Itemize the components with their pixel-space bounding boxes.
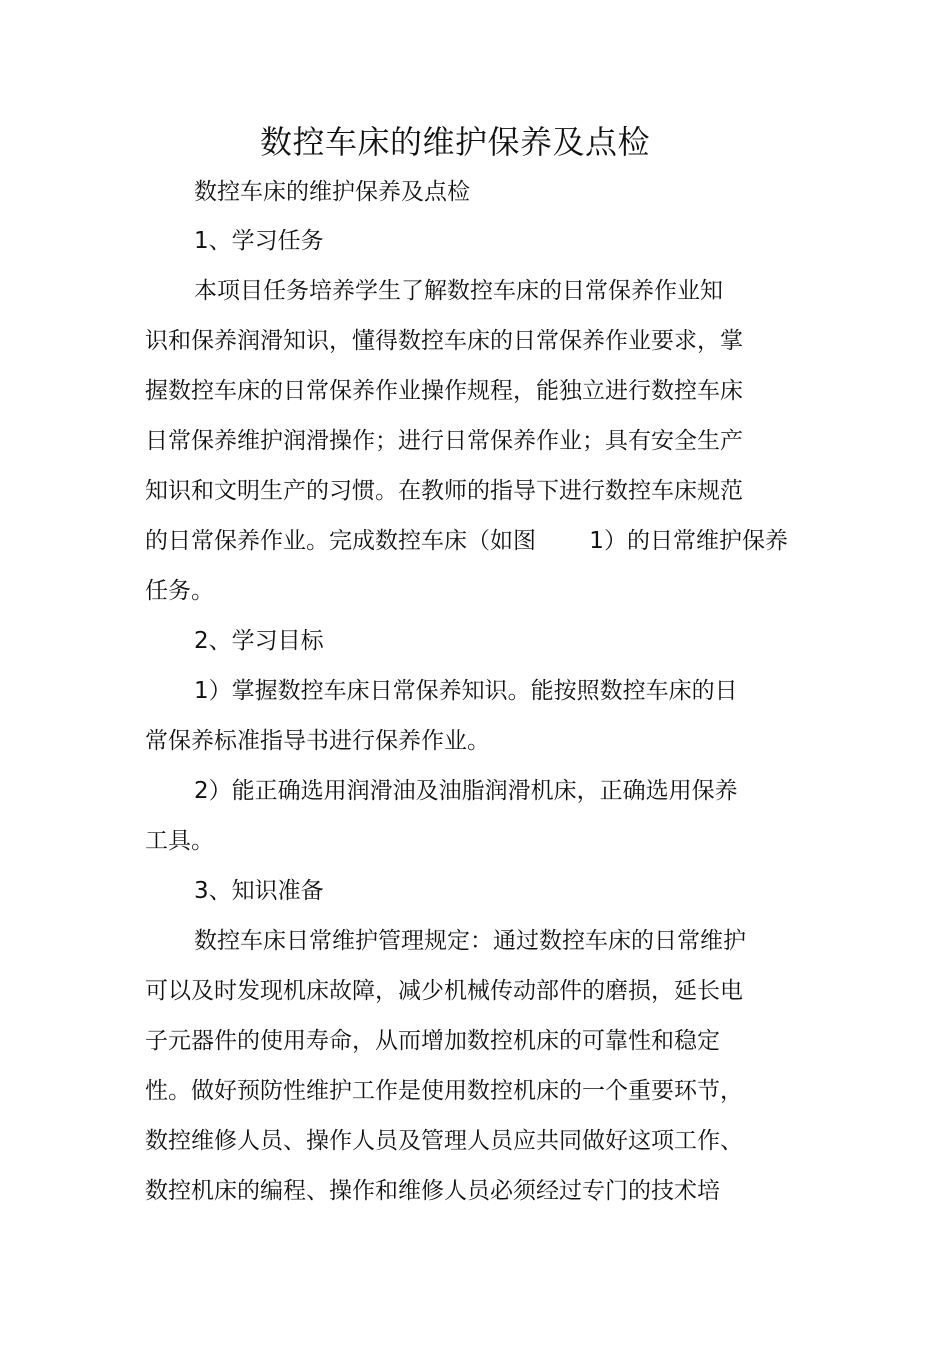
paragraph-line: 可以及时发现机床故障，减少机械传动部件的磨损，延长电 bbox=[145, 978, 743, 1004]
paragraph-line: 握数控车床的日常保养作业操作规程，能独立进行数控车床 bbox=[145, 378, 743, 404]
paragraph-line: 识和保养润滑知识，懂得数控车床的日常保养作业要求，掌 bbox=[145, 328, 743, 354]
paragraph-line: 性。做好预防性维护工作是使用数控机床的一个重要环节， bbox=[145, 1078, 743, 1104]
paragraph-line: 的日常保养作业。完成数控车床（如图 1）的日常维护保养 bbox=[145, 528, 788, 554]
paragraph-line: 2）能正确选用润滑油及油脂润滑机床，正确选用保养 bbox=[194, 778, 738, 804]
paragraph-line: 知识和文明生产的习惯。在教师的指导下进行数控车床规范 bbox=[145, 478, 743, 504]
subtitle: 数控车床的维护保养及点检 bbox=[194, 179, 470, 205]
paragraph-line: 任务。 bbox=[145, 578, 214, 604]
paragraph-line: 本项目任务培养学生了解数控车床的日常保养作业知 bbox=[194, 278, 723, 304]
paragraph-line: 数控维修人员、操作人员及管理人员应共同做好这项工作、 bbox=[145, 1128, 743, 1154]
paragraph-line: 子元器件的使用寿命，从而增加数控机床的可靠性和稳定 bbox=[145, 1028, 720, 1054]
paragraph-line: 工具。 bbox=[145, 828, 214, 854]
page-title: 数控车床的维护保养及点检 bbox=[259, 123, 650, 161]
section-heading-knowledge-preparation: 3、知识准备 bbox=[194, 878, 324, 904]
paragraph-line: 日常保养维护润滑操作；进行日常保养作业；具有安全生产 bbox=[145, 428, 743, 454]
paragraph-line: 数控机床的编程、操作和维修人员必须经过专门的技术培 bbox=[145, 1178, 720, 1204]
paragraph-line: 1）掌握数控车床日常保养知识。能按照数控车床的日 bbox=[194, 678, 738, 704]
paragraph-line: 常保养标准指导书进行保养作业。 bbox=[145, 728, 490, 754]
section-heading-learning-goals: 2、学习目标 bbox=[194, 628, 324, 654]
section-heading-learning-task: 1、学习任务 bbox=[194, 228, 324, 254]
paragraph-line: 数控车床日常维护管理规定：通过数控车床的日常维护 bbox=[194, 928, 746, 954]
